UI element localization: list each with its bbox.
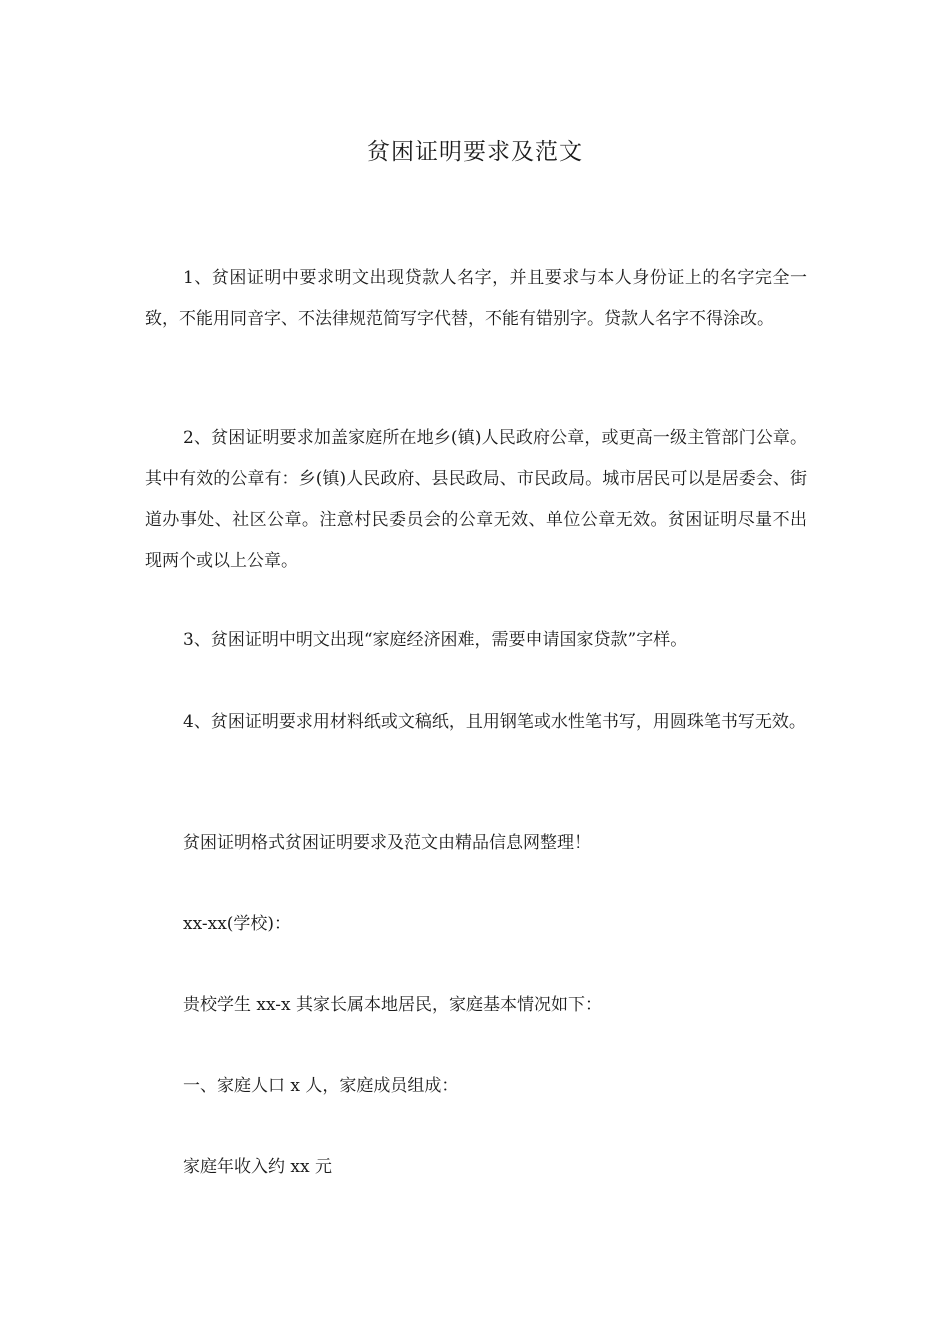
paragraph-family-income: 家庭年收入约 xx 元 — [183, 1157, 332, 1177]
document-title: 贫困证明要求及范文 — [367, 139, 583, 165]
paragraph-requirement-4: 4、贫困证明要求用材料纸或文稿纸，且用钢笔或水性笔书写，用圆珠笔书写无效。 — [183, 712, 806, 732]
paragraph-salutation: xx-xx(学校)： — [183, 914, 292, 934]
paragraph-source-note: 贫困证明格式贫困证明要求及范文由精品信息网整理！ — [183, 833, 591, 853]
paragraph-family-members: 一、家庭人口 x 人，家庭成员组成： — [183, 1076, 459, 1096]
paragraph-requirement-2: 2、贫困证明要求加盖家庭所在地乡(镇)人民政府公章，或更高一级主管部门公章。其中有效的公章有：乡(镇)人民政府、县民政局、市民政局。城市居民可以是居委会、街道办事处、社区公章。注意村民委员会的公章无效、单位公章无效。贫困证明尽量不出现两个或以上公章。 — [145, 428, 807, 571]
paragraph-requirement-1: 1、贫困证明中要求明文出现贷款人名字，并且要求与本人身份证上的名字完全一致，不能用同音字、不法律规范简写字代替，不能有错别字。贷款人名字不得涂改。 — [145, 268, 807, 329]
paragraph-requirement-3: 3、贫困证明中明文出现“家庭经济困难，需要申请国家贷款”字样。 — [183, 630, 688, 650]
paragraph-intro: 贵校学生 xx-x 其家长属本地居民，家庭基本情况如下： — [183, 995, 603, 1015]
